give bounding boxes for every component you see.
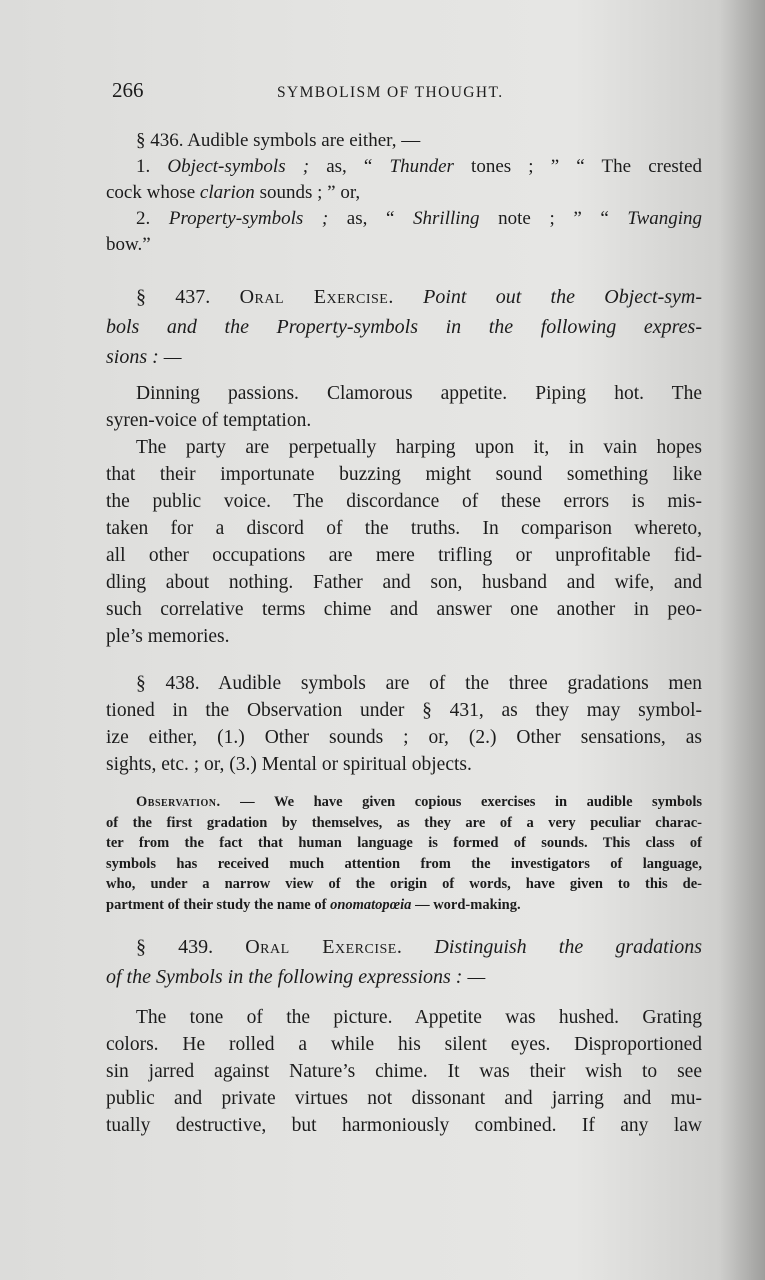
section-437-exercises: Dinning passions. Clamorous appetite. Piping hot. The syren-voice of temptation. The party are perpetually harping upon it, in vain hopes that their importunate buzzing might sound something like the public voice. The discordance of these errors is mis- taken for a discord of the truths. In comparison whereto, all other occupations are mere trifling or unprofitable fid- dling about nothing. Father and son, husband and wife, and such correlative terms chime and answer one another in peo- ple’s memories.: [106, 383, 702, 647]
property-symbols-line: 2. Property-symbols ; as, “ Shrilling note ; ” “ Twanging: [136, 208, 703, 229]
section-436-heading: § 436. Audible symbols are either, —: [136, 130, 421, 151]
observation-note: Observation. — We have given copious exercises in audible symbols of the first gradation by themselves, as they are of a very peculiar charac- ter from the fact that human language is formed of sounds. This class of symbols has received much attention from the investigators of language, who, under a narrow view of the origin of words, have given to this de- partment of their study the name of onomatopœia — word-making.: [106, 794, 702, 913]
observation-label: Observation.: [136, 794, 221, 810]
page-number: 266: [112, 78, 144, 102]
section-437-heading: § 437. Oral Exercise. Point out the Object-sym- bols and the Property-symbols in the following expres- sions : —: [106, 286, 703, 368]
section-438: § 438. Audible symbols are of the three gradations men tioned in the Observation under § 431, as they may symbol- ize either, (1.) Other sounds ; or, (2.) Other sensations, as sights, etc. ; or, (3.) Mental or spiritual objects.: [106, 673, 702, 775]
section-436: [106, 128, 702, 258]
oral-exercise-label: Oral Exercise.: [239, 286, 394, 308]
section-439-heading: § 439. Oral Exercise. Distinguish the gradations of the Symbols in the following expressions : —: [106, 936, 702, 988]
running-title: SYMBOLISM OF THOUGHT.: [277, 84, 504, 101]
section-439-exercises: The tone of the picture. Appetite was hushed. Grating colors. He rolled a while his silent eyes. Disproportioned sin jarred against Nature’s chime. It was their wish to see public and private virtues not dissonant and jarring and mu- tually destructive, but harmoniously combined. If any law: [106, 1007, 702, 1136]
text-line: bow.”: [106, 234, 151, 255]
object-symbols-line: 1. Object-symbols ; as, “ Thunder tones ; ” “ The crested: [136, 156, 702, 177]
page-header: [112, 78, 702, 108]
oral-exercise-label: Oral Exercise.: [245, 936, 403, 958]
text-line: cock whose clarion sounds ; ” or,: [106, 182, 361, 203]
